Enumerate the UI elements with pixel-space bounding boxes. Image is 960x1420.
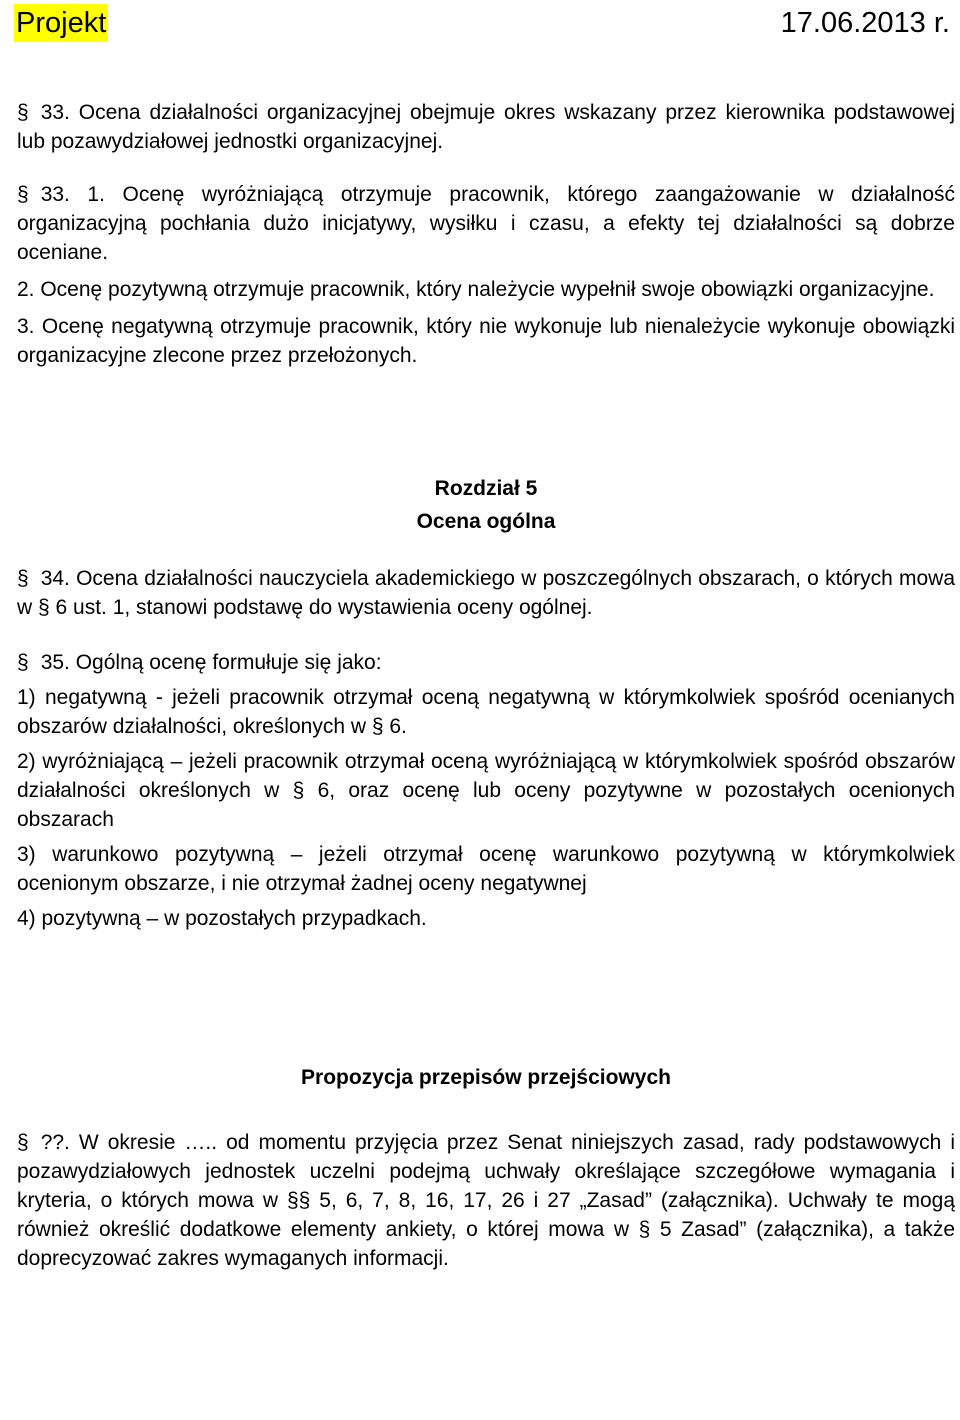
list-item-3: 3) warunkowo pozytywną – jeżeli otrzymał ocenę warunkowo pozytywną w którymkolwiek ocenionym obszarze, i nie otrzymał żadnej oceny negatywnej: [17, 843, 955, 895]
transitional-title: Propozycja przepisów przejściowych: [301, 1066, 671, 1089]
chapter-number: Rozdział 5: [434, 477, 538, 500]
paragraph-33-1: § 33. 1. Ocenę wyróżniającą otrzymuje pracownik, którego zaangażowanie w działalność organizacyjną pochłania dużo inicjatywy, wysiłku i czasu, a efekty tej działalności są dobrze oceniane.: [17, 183, 955, 264]
paragraph-33: § 33. Ocena działalności organizacyjnej obejmuje okres wskazany przez kierownika podstawowej lub pozawydziałowej jednostki organizacyjnej.: [17, 101, 955, 153]
list-item-2: 2) wyróżniającą – jeżeli pracownik otrzymał oceną wyróżniającą w którymkolwiek spośród obszarów działalności określonych w § 6, oraz ocenę lub oceny pozytywne w pozostałych ocenionych obszarach: [17, 750, 955, 831]
section-sign: §: [17, 567, 29, 590]
page-header: [14, 4, 950, 44]
section-sign: §: [17, 1131, 29, 1154]
section-sign: §: [17, 101, 29, 124]
paragraph-33-2: 2. Ocenę pozytywną otrzymuje pracownik, który należycie wypełnił swoje obowiązki organizacyjne.: [17, 278, 935, 301]
list-item-1: 1) negatywną - jeżeli pracownik otrzymał oceną negatywną w którymkolwiek spośród ocenianych obszarów działalności, określonych w § 6.: [17, 686, 955, 738]
section-sign: §: [17, 651, 29, 674]
list-item-4: 4) pozytywną – w pozostałych przypadkach.: [17, 907, 427, 930]
document-body: [17, 98, 955, 1273]
draft-label: Projekt: [14, 4, 108, 42]
chapter-title: Ocena ogólna: [416, 510, 556, 533]
paragraph-transitional: § ??. W okresie ….. od momentu przyjęcia przez Senat niniejszych zasad, rady podstawowych i pozawydziałowych jednostek uczelni podejmą uchwały określające szczegółowe wymagania i kryteria, o których mowa w §§ 5, 6, 7, 8, 16, 17, 26 i 27 „Zasad” (załącznika). Uchwały te mogą również określić dodatkowe elementy ankiety, o której mowa w § 5 Zasad” (załącznika), a także doprecyzować zakres wymaganych informacji.: [17, 1131, 955, 1270]
paragraph-35-intro: § 35. Ogólną ocenę formułuje się jako:: [17, 651, 382, 674]
section-sign: §: [17, 183, 29, 206]
paragraph-34: § 34. Ocena działalności nauczyciela akademickiego w poszczególnych obszarach, o których mowa w § 6 ust. 1, stanowi podstawę do wystawienia oceny ogólnej.: [17, 567, 955, 619]
paragraph-33-3: 3. Ocenę negatywną otrzymuje pracownik, który nie wykonuje lub nienależycie wykonuje obowiązki organizacyjne zlecone przez przełożonych.: [17, 315, 955, 367]
header-date: 17.06.2013 r.: [780, 7, 950, 39]
